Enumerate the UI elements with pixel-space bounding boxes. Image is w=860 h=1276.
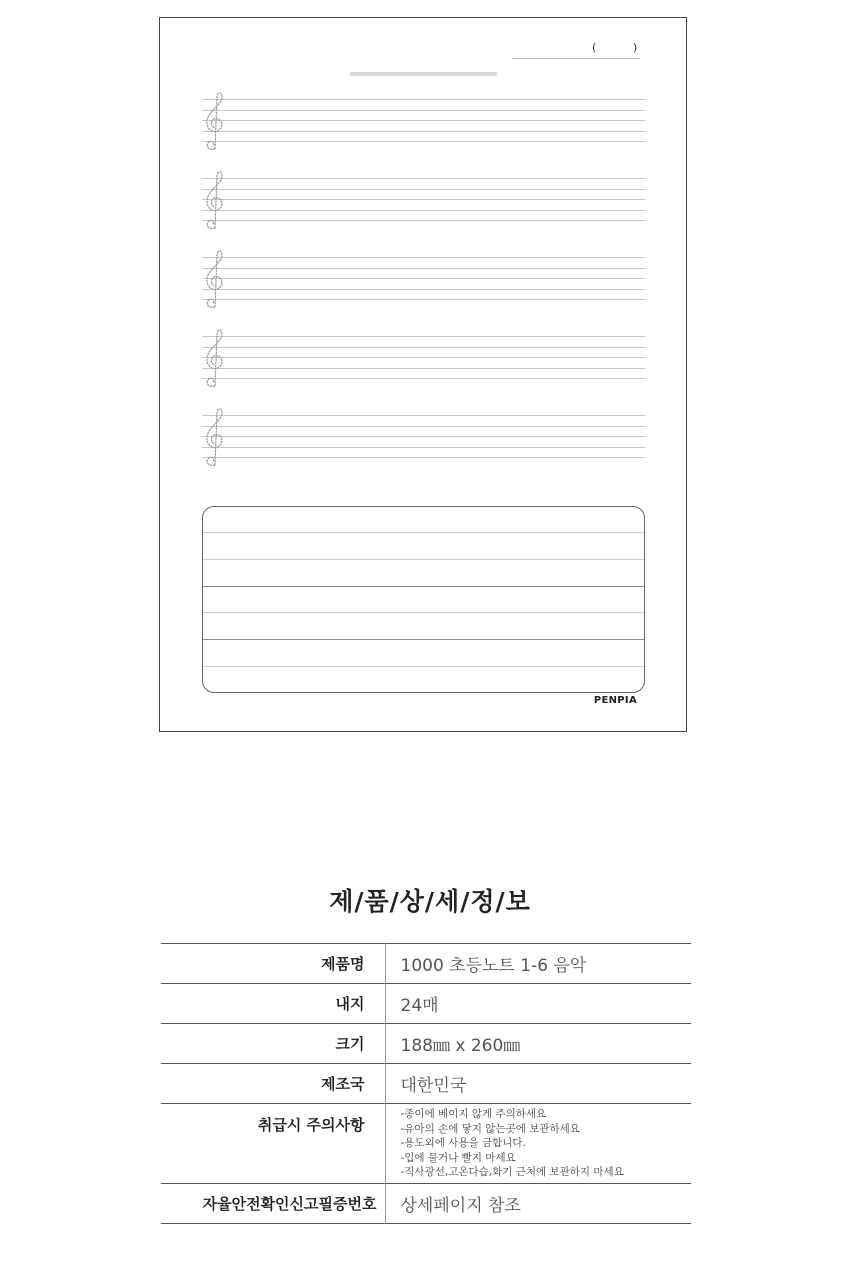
staff-line [202,99,645,100]
treble-clef-icon [202,91,228,153]
spec-label: 취급시 주의사항 [161,1104,385,1184]
staff-line [202,210,645,211]
spec-row-sheets [161,984,691,1024]
spec-row-size [161,1024,691,1064]
spec-label: 크기 [161,1024,385,1064]
product-spec-table [161,943,691,1224]
staff-line [202,220,645,221]
staff-line [202,347,645,348]
staff-line [202,257,645,258]
staff-line [202,457,645,458]
spec-label: 제조국 [161,1064,385,1104]
staff-line [202,378,645,379]
staff-line [202,199,645,200]
staff-line [202,299,645,300]
memo-box [202,506,645,693]
staff-line [202,110,645,111]
spec-value: 188㎜ x 260㎜ [400,1036,521,1056]
staff-line [202,289,645,290]
date-field [512,41,640,59]
staff-line [202,357,645,358]
care-line: -종이에 베이지 않게 주의하세요 [400,1108,547,1121]
music-staff [202,178,645,222]
title-line [350,72,497,76]
date-paren-close: ) [633,41,638,54]
music-staff [202,415,645,459]
section-title: 제/품/상/세/정/보 [329,887,531,916]
date-paren-open: ( [592,41,597,54]
staff-line [202,141,645,142]
spec-value: 1000 초등노트 1-6 음악 [400,956,587,976]
spec-row-country [161,1064,691,1104]
spec-row-product-name [161,944,691,984]
care-instructions [385,1104,691,1184]
spec-row-care [161,1104,691,1184]
treble-clef-icon [202,170,228,232]
staff-line [202,368,645,369]
staff-line [202,120,645,121]
spec-value: 대한민국 [400,1076,467,1096]
staff-line [202,436,645,437]
spec-label: 자율안전확인신고필증번호 [161,1184,385,1224]
care-line: -용도외에 사용을 금합니다. [400,1137,526,1150]
treble-clef-icon [202,328,228,390]
spec-label: 내지 [161,984,385,1024]
care-line: -유아의 손에 닿지 않는곳에 보관하세요 [400,1122,580,1135]
spec-row-safety-cert [161,1184,691,1224]
care-line: -직사광선,고온다습,화기 근처에 보관하지 마세요 [400,1166,624,1179]
music-staff [202,336,645,380]
staff-line [202,268,645,269]
staff-line [202,415,645,416]
staff-line [202,336,645,337]
spec-label: 제품명 [161,944,385,984]
staff-line [202,131,645,132]
treble-clef-icon [202,249,228,311]
staff-line [202,278,645,279]
music-staff [202,99,645,143]
care-line: -입에 물거나 빨지 마세요 [400,1151,516,1164]
spec-value: 24매 [400,996,439,1016]
staff-line [202,189,645,190]
staff-line [202,426,645,427]
music-staff [202,257,645,301]
spec-value: 상세페이지 참조 [400,1196,521,1216]
notebook-page-preview [159,17,687,732]
treble-clef-icon [202,407,228,469]
staff-line [202,447,645,448]
brand-logo: PENPIA [593,695,637,706]
staff-line [202,178,645,179]
